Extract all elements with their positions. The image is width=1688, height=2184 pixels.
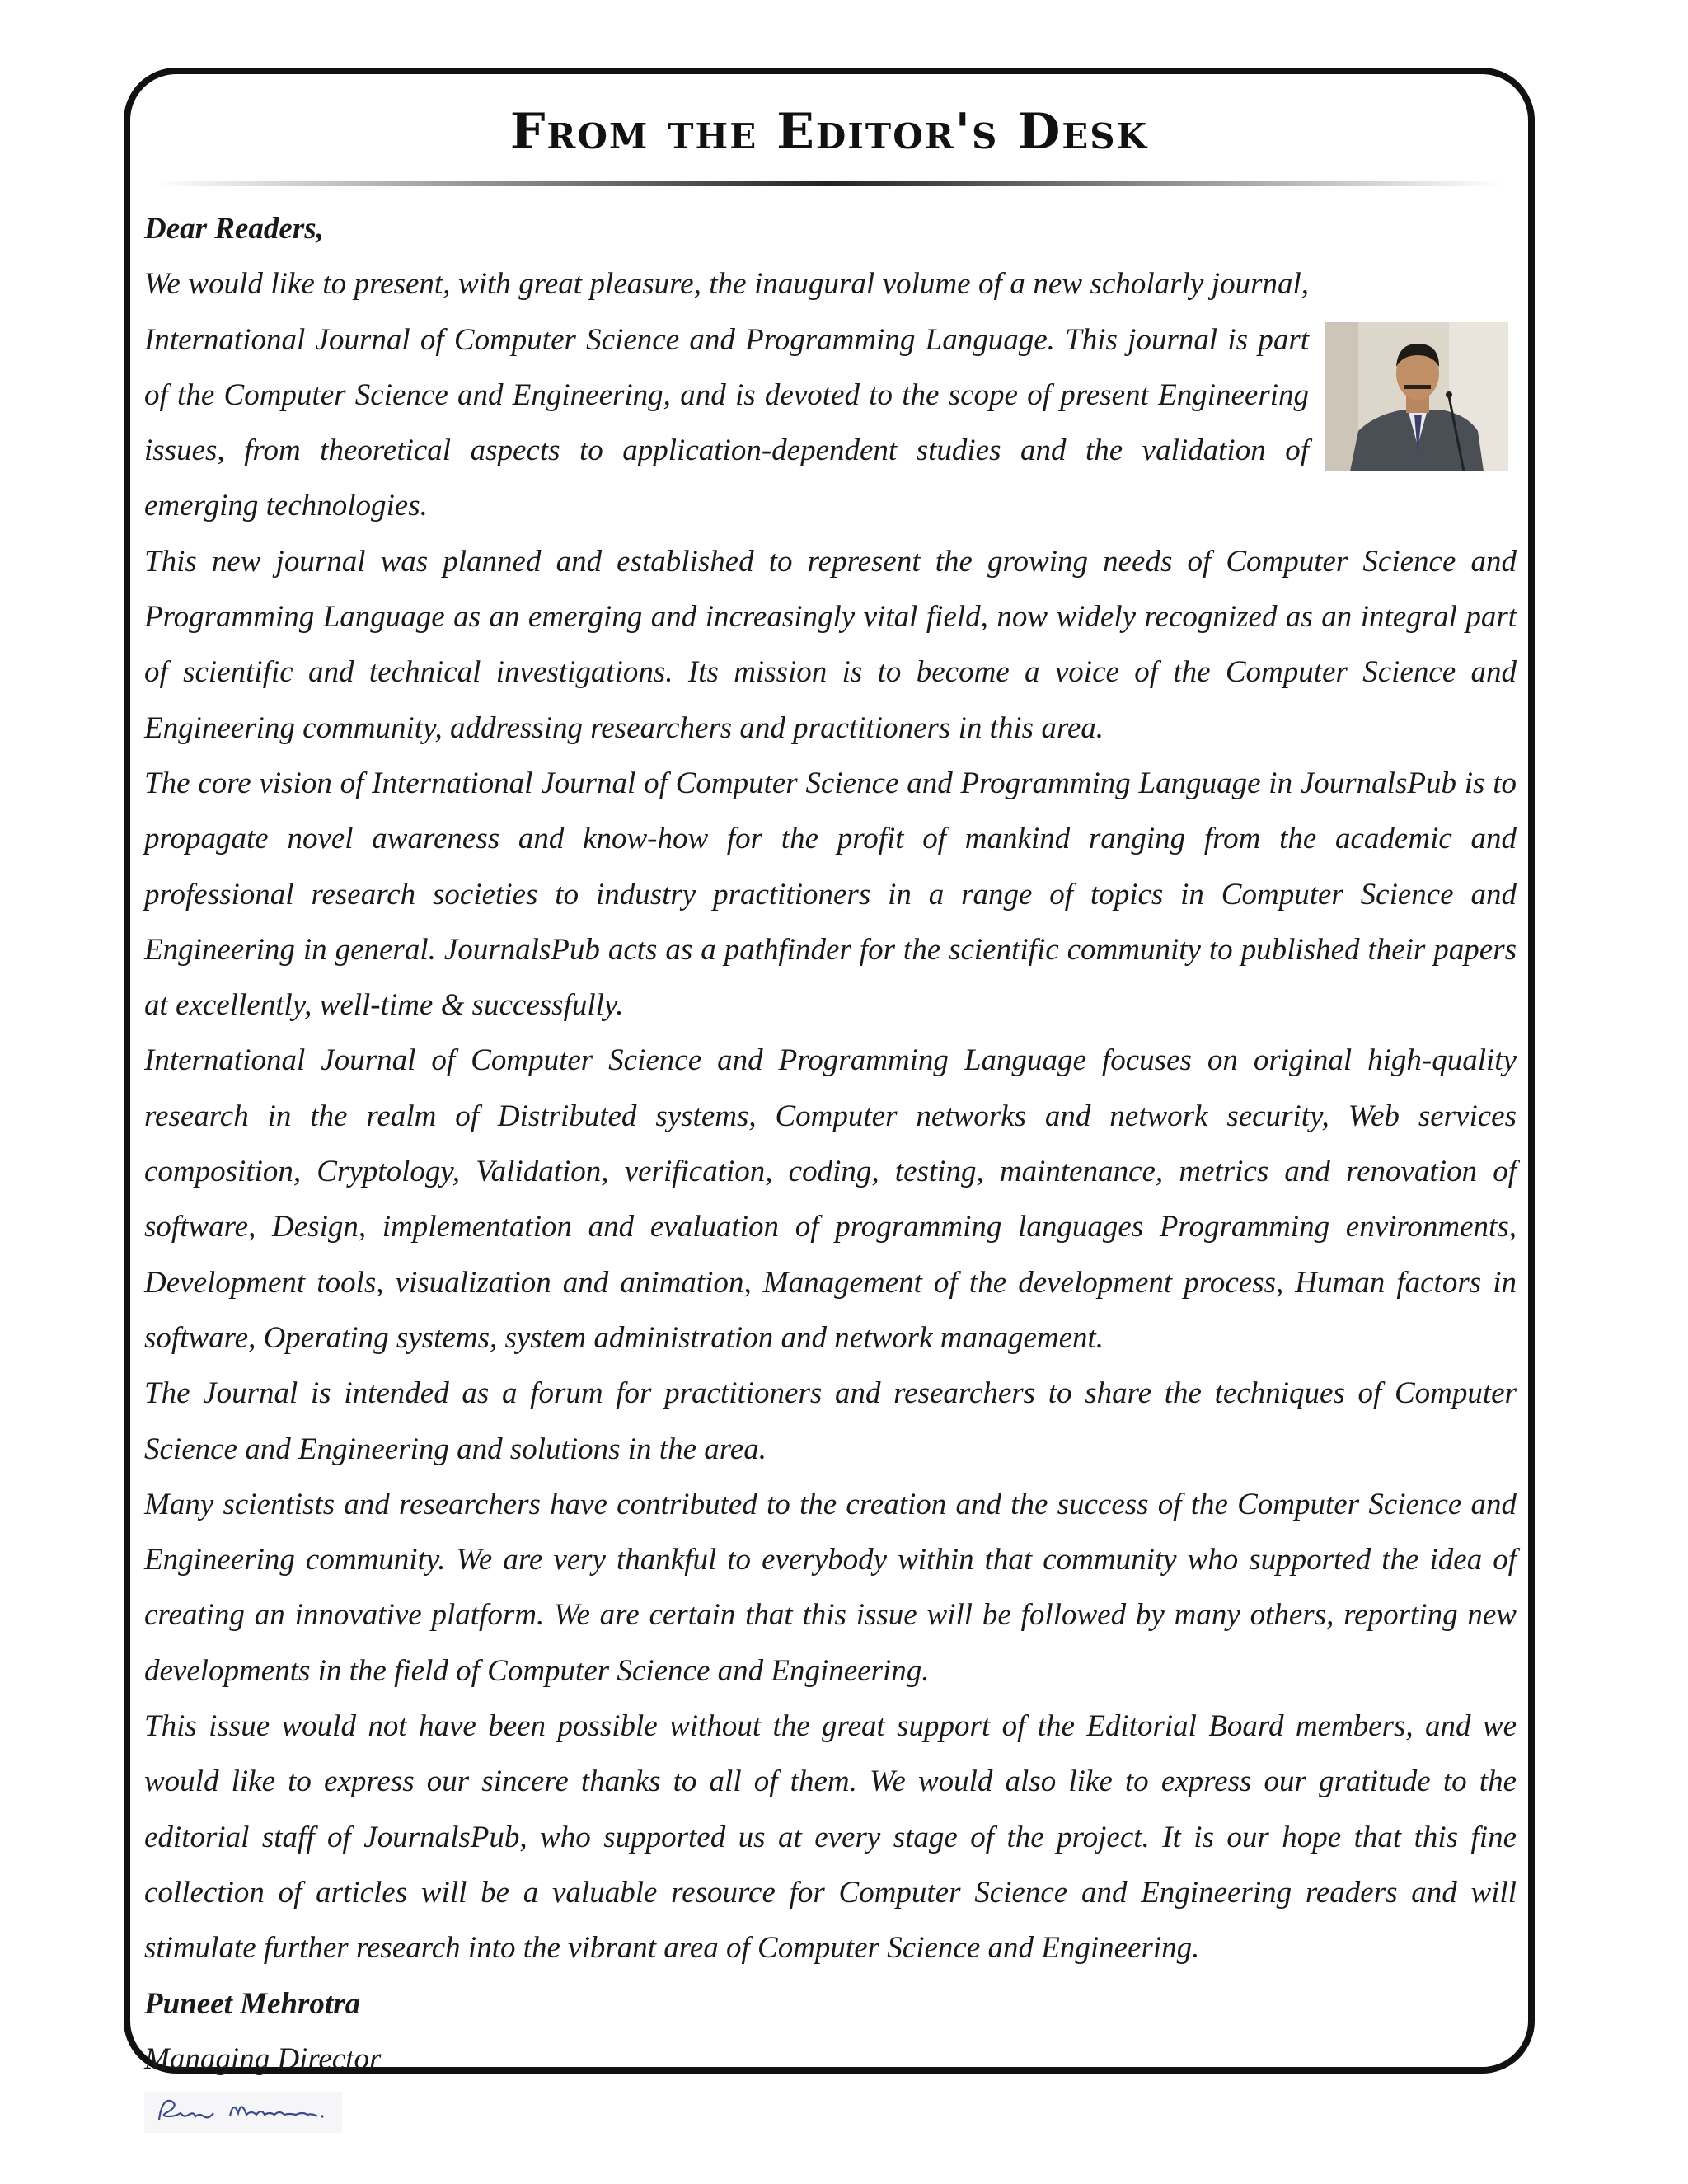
signature-drawing [144,2092,342,2133]
portrait-illustration [1325,322,1508,471]
editor-portrait [1325,322,1508,471]
title-divider [157,181,1502,186]
editorial-body [144,201,1517,2133]
paragraph-1: We would like to present, with great pleasure, the inaugural volume of a new scholarly journal, International Journal of Computer Science and Programming Language. This journal is part of the Computer Science and Engineering, and is devoted to the scope of present Engineering issues, from theoretical aspects to application-dependent studies and the validation of emerging technologies. [144,267,1309,523]
greeting: Dear Readers, [144,212,324,246]
paragraph-6: Many scientists and researchers have contributed to the creation and the success of the Computer Science and Engineering community. We are very thankful to everybody within that community who supported the idea of creating an innovative platform. We are certain that this issue will be followed by many others, reporting new developments in the field of Computer Science and Engineering. [144,1487,1517,1688]
paragraph-5: The Journal is intended as a forum for practitioners and researchers to share the techniques of Computer Science and Engineering and solutions in the area. [144,1376,1517,1466]
page-title: From the Editor's Desk [509,103,1149,161]
paragraph-2: This new journal was planned and established to represent the growing needs of Computer Science and Programming Language as an emerging and increasingly vital field, now widely recognized as an integral part of scientific and technical investigations. Its mission is to become a voice of the Computer Science and Engineering community, addressing researchers and practitioners in this area. [144,544,1517,745]
paragraph-7: This issue would not have been possible without the great support of the Editorial Board members, and we would like to express our sincere thanks to all of them. We would also like to express our gratitude to the editorial staff of JournalsPub, who supported us at every stage of the project. It is our hope that this fine collection of articles will be a valuable resource for Computer Science and Engineering readers and will stimulate further research into the vibrant area of Computer Science and Engineering. [144,1709,1517,1966]
signatory-name: Puneet Mehrotra [144,1986,361,2021]
paragraph-4: International Journal of Computer Science and Programming Language focuses on original high-quality research in the realm of Distributed systems, Computer networks and network security, Web services composition, Cryptology, Validation, verification, coding, testing, maintenance, metrics and renovation of software, Design, implementation and evaluation of programming languages Programming environments, Development tools, visualization and animation, Management of the development process, Human factors in software, Operating systems, system administration and network management. [144,1043,1517,1355]
signatory-role: Managing Director [144,2041,382,2076]
handwritten-signature [144,2092,342,2133]
paragraph-3: The core vision of International Journal of Computer Science and Programming Language in JournalsPub is to propagate novel awareness and know-how for the profit of mankind ranging from the academic and professional research societies to industry practitioners in a range of topics in Computer Science and Engineering in general. JournalsPub acts as a pathfinder for the scientific community to published their papers at excellently, well-time & successfully. [144,766,1517,1023]
